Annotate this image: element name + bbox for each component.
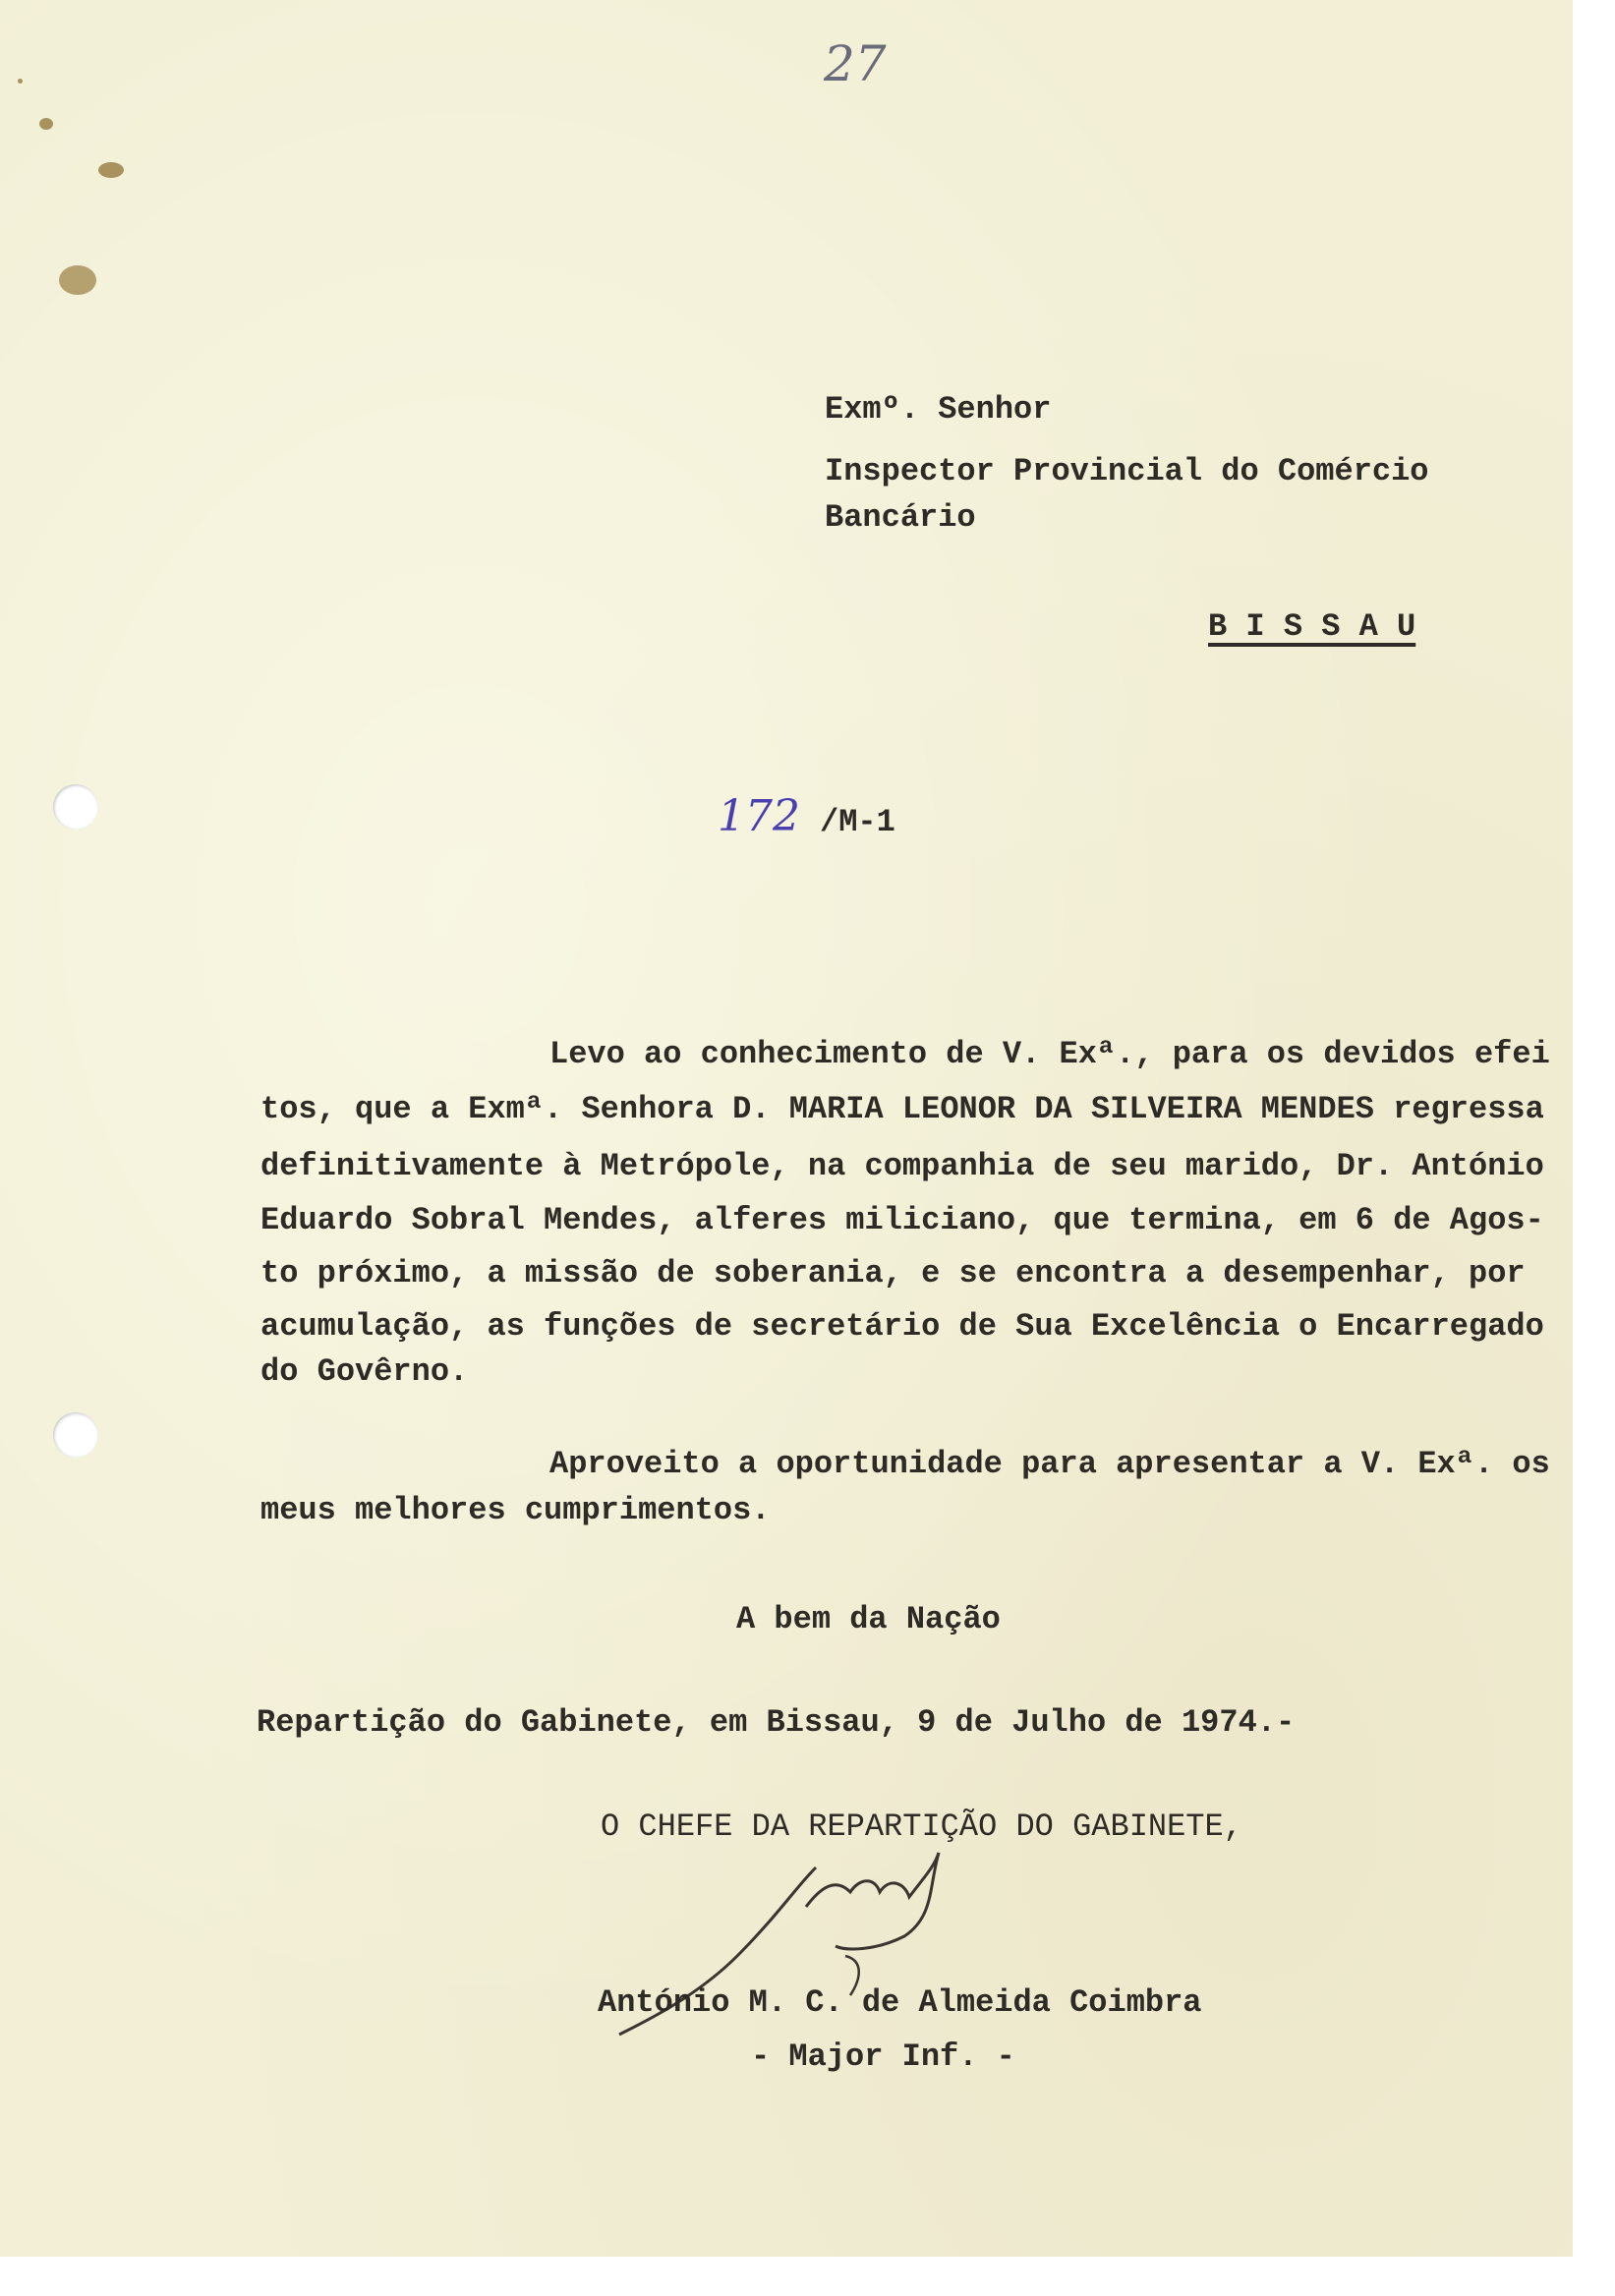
paragraph2-line: meus melhores cumprimentos.	[260, 1492, 771, 1528]
stain-mark	[18, 79, 23, 84]
paragraph1-line: tos, que a Exmª. Senhora D. MARIA LEONOR DA SILVEIRA MENDES regressa	[260, 1091, 1544, 1127]
reference-number-handwritten: 172	[718, 791, 800, 841]
addressee-title-line2: Bancário	[825, 499, 976, 536]
punch-hole	[53, 784, 98, 830]
page-number-handwritten: 27	[824, 35, 887, 92]
paragraph1-line: do Govêrno.	[260, 1353, 469, 1390]
salutation: Exmº. Senhor	[825, 391, 1052, 428]
paragraph2-line: Aproveito a oportunidade para apresentar a V. Exª. os	[549, 1446, 1550, 1482]
reference-suffix: /M-1	[820, 804, 895, 840]
stain-mark	[98, 162, 124, 178]
paragraph1-line: Levo ao conhecimento de V. Exª., para os devidos efei	[549, 1036, 1550, 1072]
place-date: Repartição do Gabinete, em Bissau, 9 de Julho de 1974.-	[257, 1704, 1296, 1741]
addressee-title-line1: Inspector Provincial do Comércio	[825, 453, 1429, 489]
paragraph1-line: acumulação, as funções de secretário de Sua Excelência o Encarregado	[260, 1308, 1544, 1345]
signature	[609, 1848, 1062, 2064]
punch-hole	[53, 1412, 98, 1458]
paragraph1-line: to próximo, a missão de soberania, e se encontra a desempenhar, por	[260, 1255, 1526, 1292]
addressee-city: B I S S A U	[1208, 608, 1416, 645]
stain-mark	[39, 118, 53, 130]
paragraph1-line: Eduardo Sobral Mendes, alferes miliciano, que termina, em 6 de Agos-	[260, 1202, 1544, 1238]
paragraph1-line: definitivamente à Metrópole, na companhia de seu marido, Dr. António	[260, 1148, 1544, 1184]
stain-mark	[59, 265, 96, 295]
signatory-name: António M. C. de Almeida Coimbra	[598, 1984, 1202, 2021]
closing-motto: A bem da Nação	[736, 1601, 1001, 1637]
signatory-title: O CHEFE DA REPARTIÇÃO DO GABINETE,	[601, 1808, 1242, 1845]
signatory-rank: - Major Inf. -	[751, 2038, 1015, 2075]
